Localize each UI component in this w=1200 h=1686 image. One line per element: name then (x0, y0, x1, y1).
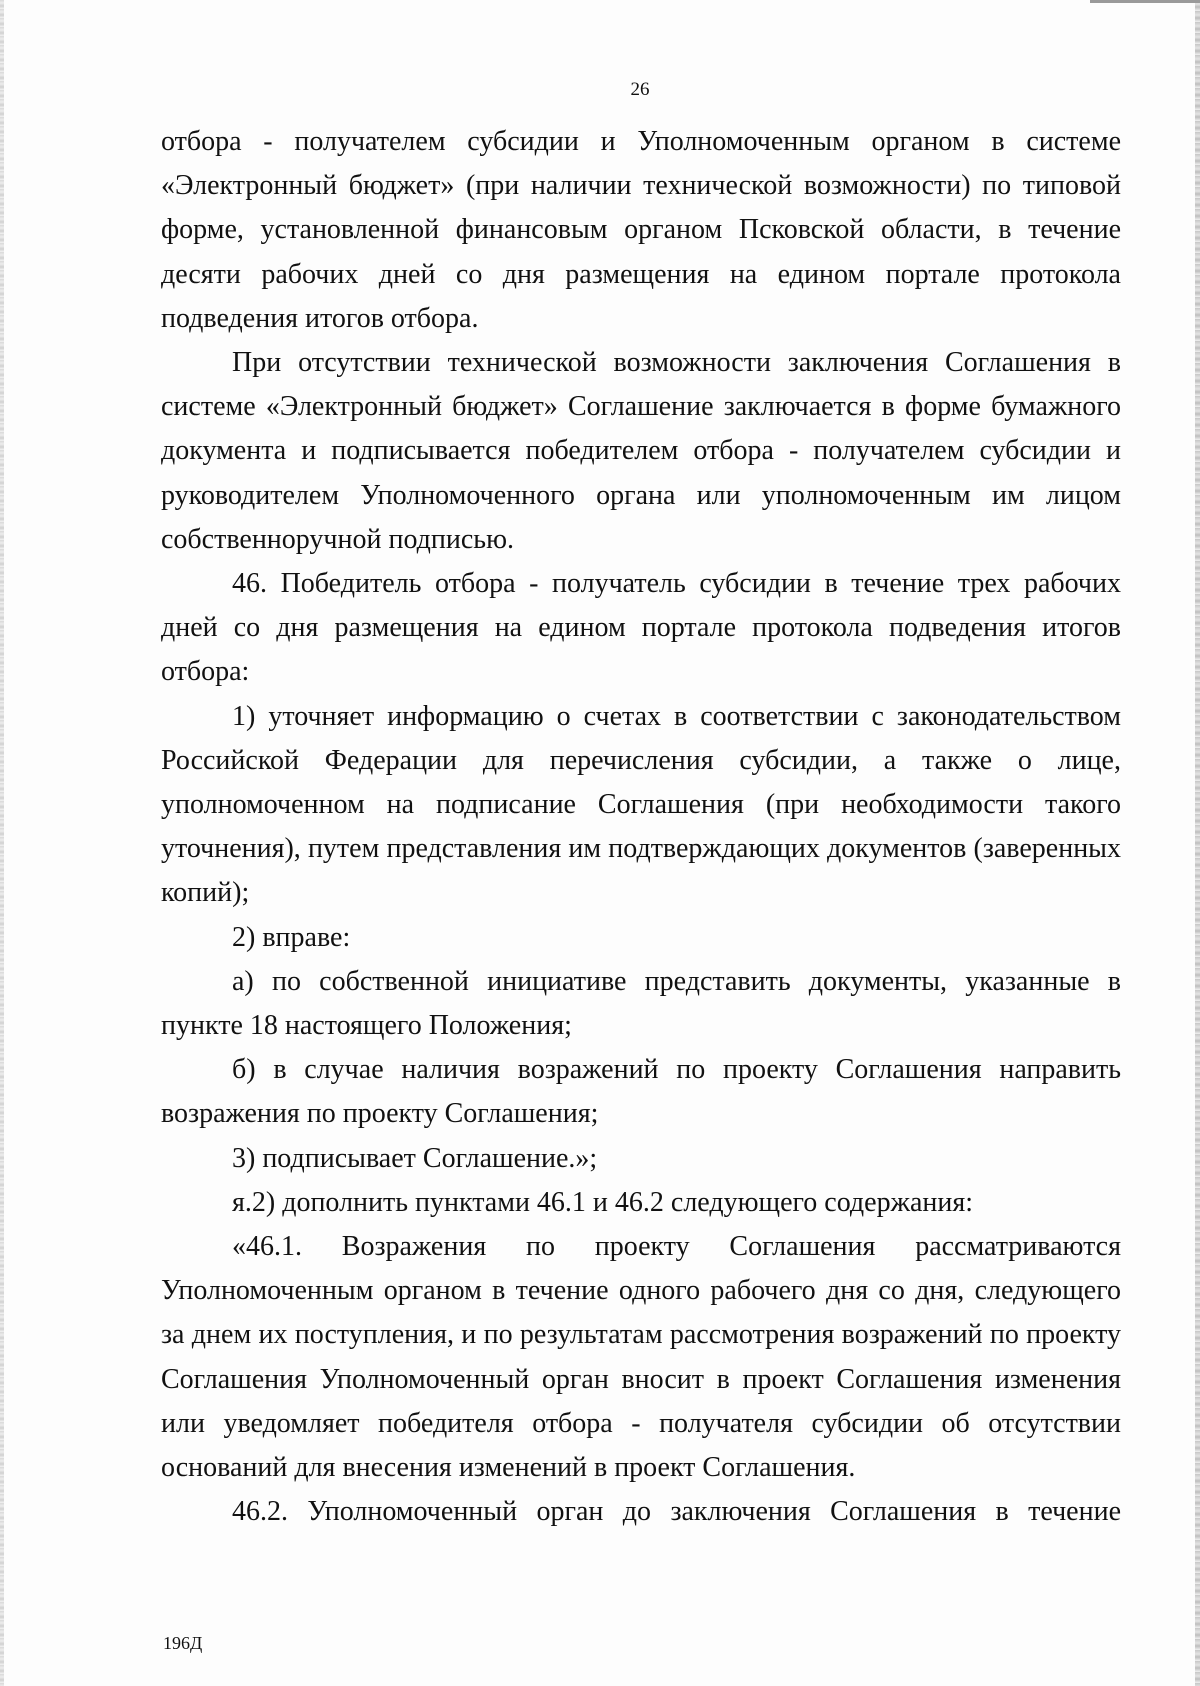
paragraph-subitem-3: 3) подписывает Соглашение.»; (232, 1142, 598, 1174)
paragraph-item-46-1: «46.1. Возражения по проекту Соглашения рассматриваются Уполномоченным органом в течение одного рабочего дня со дня, следующего за днем их поступления, и по результатам рассмотрения возражений по проекту Соглашения Уполномоченный орган вносит в проект Соглашения изменения или уведомляет победителя отбора - получателя субсидии об отсутствии оснований для внесения изменений в проект Соглашения. (161, 1231, 1121, 1484)
paragraph-subitem-2b: б) в случае наличия возражений по проекту Соглашения направить возражения по проекту Соглашения; (161, 1054, 1121, 1130)
scan-edge-right (1195, 0, 1200, 1686)
paragraph-subitem-2: 2) вправе: (232, 921, 351, 953)
paragraph-continuation: отбора - получателем субсидии и Уполномоченным органом в системе «Электронный бюджет» (при наличии технической возможности) по типовой форме, установленной финансовым органом Псковской области, в течение десяти рабочих дней со дня размещения на едином портале протокола подведения итогов отбора. (161, 126, 1121, 334)
paragraph-item-46-2: 46.2. Уполномоченный орган до заключения Соглашения в течение (232, 1496, 1121, 1528)
scan-edge-left (0, 0, 4, 1686)
footer-document-code: 196Д (163, 1633, 203, 1653)
paragraph-item-46: 46. Победитель отбора - получатель субсидии в течение трех рабочих дней со дня размещения на едином портале протокола подведения итогов отбора: (161, 568, 1121, 688)
page-number: 26 (630, 79, 650, 100)
paragraph-no-technical-possibility: При отсутствии технической возможности заключения Соглашения в системе «Электронный бюджет» Соглашение заключается в форме бумажного документа и подписывается победителем отбора - получателем субсидии и руководителем Уполномоченного органа или уполномоченным им лицом собственноручной подписью. (161, 347, 1121, 555)
scan-edge-top (1090, 0, 1200, 3)
paragraph-subitem-2a: а) по собственной инициативе представить документы, указанные в пункте 18 настоящего Положения; (161, 965, 1121, 1042)
paragraph-subitem-1: 1) уточняет информацию о счетах в соответствии с законодательством Российской Федерации для перечисления субсидии, а также о лице, уполномоченном на подписание Соглашения (при необходимости такого уточнения), путем представления им подтверждающих документов (заверенных копий); (161, 700, 1121, 909)
document-body (161, 120, 1121, 1535)
paragraph-amendment-ya2: я.2) дополнить пунктами 46.1 и 46.2 следующего содержания: (232, 1186, 974, 1218)
